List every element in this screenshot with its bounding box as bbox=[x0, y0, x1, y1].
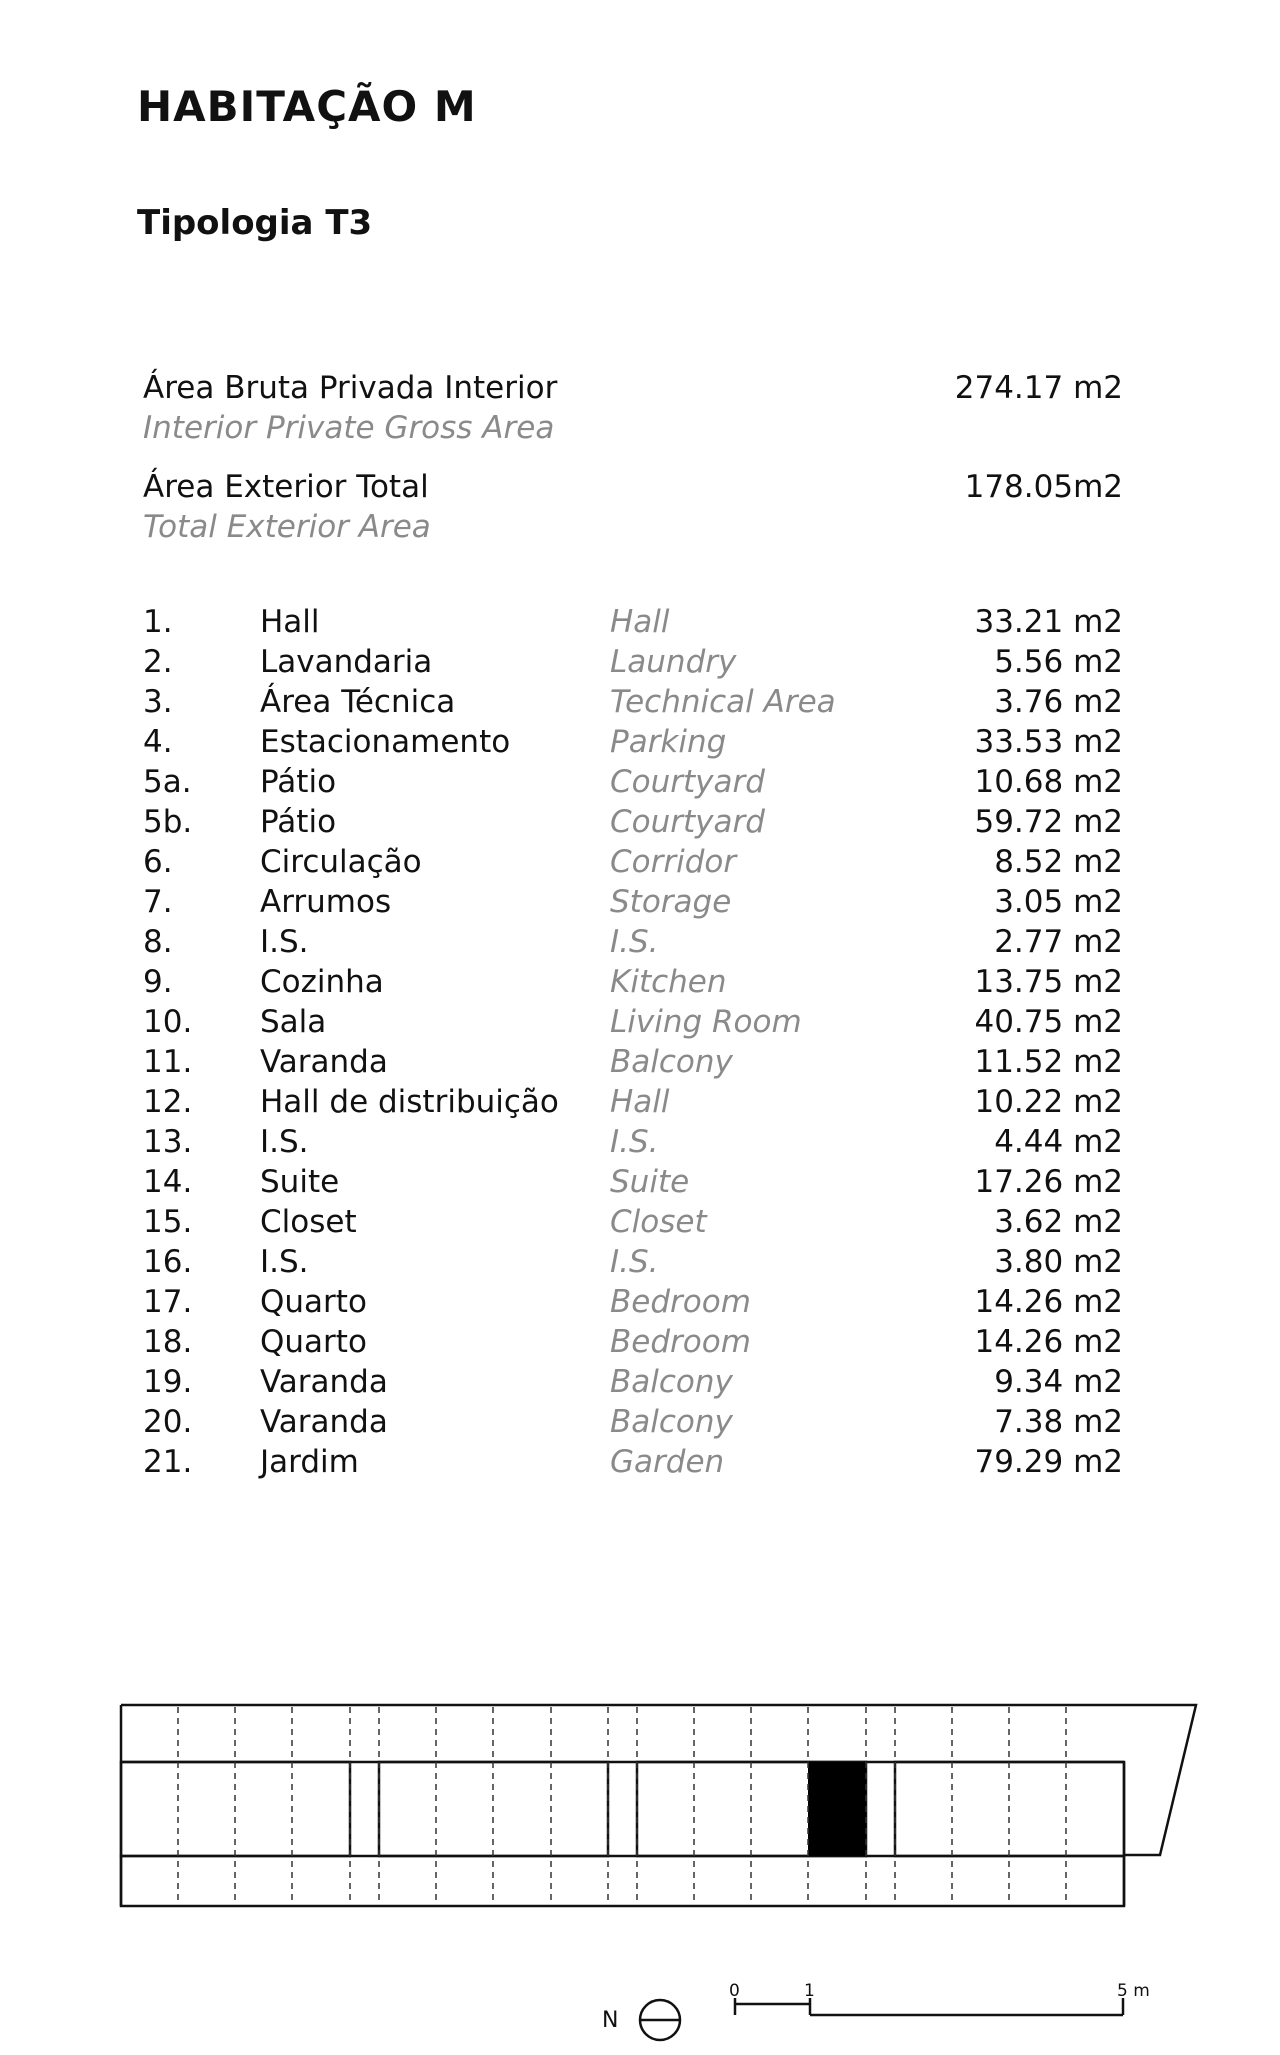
north-arrow bbox=[602, 2000, 680, 2040]
room-row bbox=[143, 642, 1123, 682]
room-number: 19. bbox=[143, 1364, 193, 1400]
room-number: 11. bbox=[143, 1044, 193, 1080]
room-name-en: Kitchen bbox=[610, 964, 727, 1000]
room-name-en: Suite bbox=[610, 1164, 690, 1200]
room-row bbox=[143, 1202, 1123, 1242]
room-name-en: Balcony bbox=[610, 1044, 733, 1080]
room-name-pt: I.S. bbox=[260, 1244, 309, 1280]
room-name-en: Courtyard bbox=[610, 804, 765, 840]
room-number: 5b. bbox=[143, 804, 193, 840]
room-name-pt: Suite bbox=[260, 1164, 340, 1200]
room-row bbox=[143, 1322, 1123, 1362]
room-row bbox=[143, 1082, 1123, 1122]
room-number: 9. bbox=[143, 964, 173, 1000]
summary-label-pt: Área Exterior Total bbox=[143, 469, 429, 505]
room-area: 3.80 m2 bbox=[994, 1244, 1123, 1280]
room-name-en: Living Room bbox=[610, 1004, 802, 1040]
room-number: 8. bbox=[143, 924, 173, 960]
summary-value: 178.05m2 bbox=[964, 469, 1123, 505]
room-name-pt: Cozinha bbox=[260, 964, 384, 1000]
scale-tick-label: 1 bbox=[804, 1981, 815, 2001]
room-number: 3. bbox=[143, 684, 173, 720]
room-name-en: Courtyard bbox=[610, 764, 765, 800]
room-area: 3.76 m2 bbox=[994, 684, 1123, 720]
room-name-pt: Área Técnica bbox=[260, 684, 456, 720]
plan-gridlines bbox=[178, 1707, 1066, 1904]
room-number: 16. bbox=[143, 1244, 193, 1280]
room-area: 4.44 m2 bbox=[994, 1124, 1123, 1160]
room-row bbox=[143, 1402, 1123, 1442]
room-name-en: Balcony bbox=[610, 1364, 733, 1400]
room-name-pt: Circulação bbox=[260, 844, 422, 880]
room-number: 15. bbox=[143, 1204, 193, 1240]
scale-tick-label: 0 bbox=[729, 1981, 740, 2001]
room-number: 18. bbox=[143, 1324, 193, 1360]
room-row bbox=[143, 922, 1123, 962]
room-name-en: Garden bbox=[610, 1444, 725, 1480]
room-name-pt: Quarto bbox=[260, 1284, 367, 1320]
room-area: 14.26 m2 bbox=[974, 1324, 1123, 1360]
room-row bbox=[143, 962, 1123, 1002]
room-area: 33.53 m2 bbox=[974, 724, 1123, 760]
room-area: 9.34 m2 bbox=[994, 1364, 1123, 1400]
room-name-pt: Estacionamento bbox=[260, 724, 511, 760]
room-area: 5.56 m2 bbox=[994, 644, 1123, 680]
room-row bbox=[143, 722, 1123, 762]
room-number: 12. bbox=[143, 1084, 193, 1120]
room-area: 8.52 m2 bbox=[994, 844, 1123, 880]
summary-gross-area bbox=[143, 368, 1123, 448]
room-name-en: Parking bbox=[610, 724, 727, 760]
room-number: 13. bbox=[143, 1124, 193, 1160]
room-number: 1. bbox=[143, 604, 173, 640]
summary-exterior-area bbox=[143, 467, 1123, 547]
room-area: 3.05 m2 bbox=[994, 884, 1123, 920]
room-number: 6. bbox=[143, 844, 173, 880]
room-area-table bbox=[143, 602, 1123, 1482]
plan-outline bbox=[121, 1705, 1196, 1906]
room-name-en: Balcony bbox=[610, 1404, 733, 1440]
scale-bar bbox=[729, 1981, 1150, 2015]
room-name-en: Hall bbox=[610, 1084, 670, 1120]
page-subtitle: Tipologia T3 bbox=[137, 203, 373, 243]
summary-label-en: Total Exterior Area bbox=[143, 509, 431, 545]
room-name-en: Bedroom bbox=[610, 1324, 751, 1360]
room-area: 14.26 m2 bbox=[974, 1284, 1123, 1320]
room-row bbox=[143, 802, 1123, 842]
room-area: 11.52 m2 bbox=[974, 1044, 1123, 1080]
room-name-pt: I.S. bbox=[260, 1124, 309, 1160]
room-row bbox=[143, 882, 1123, 922]
room-area: 2.77 m2 bbox=[994, 924, 1123, 960]
room-name-pt: Arrumos bbox=[260, 884, 392, 920]
room-name-pt: I.S. bbox=[260, 924, 309, 960]
room-number: 4. bbox=[143, 724, 173, 760]
room-area: 13.75 m2 bbox=[974, 964, 1123, 1000]
room-name-pt: Varanda bbox=[260, 1404, 388, 1440]
room-name-pt: Sala bbox=[260, 1004, 327, 1040]
room-number: 17. bbox=[143, 1284, 193, 1320]
room-row bbox=[143, 842, 1123, 882]
room-name-en: Technical Area bbox=[610, 684, 836, 720]
page-title: HABITAÇÃO M bbox=[137, 82, 477, 131]
room-name-en: Corridor bbox=[610, 844, 737, 880]
room-name-en: Storage bbox=[610, 884, 732, 920]
room-name-pt: Closet bbox=[260, 1204, 357, 1240]
room-row bbox=[143, 762, 1123, 802]
room-area: 17.26 m2 bbox=[974, 1164, 1123, 1200]
room-name-pt: Varanda bbox=[260, 1364, 388, 1400]
room-area: 40.75 m2 bbox=[974, 1004, 1123, 1040]
room-name-pt: Hall bbox=[260, 604, 320, 640]
room-name-pt: Lavandaria bbox=[260, 644, 433, 680]
room-name-pt: Jardim bbox=[260, 1444, 359, 1480]
room-number: 7. bbox=[143, 884, 173, 920]
room-number: 14. bbox=[143, 1164, 193, 1200]
room-name-pt: Hall de distribuição bbox=[260, 1084, 559, 1120]
room-name-pt: Quarto bbox=[260, 1324, 367, 1360]
room-name-pt: Varanda bbox=[260, 1044, 388, 1080]
room-area: 59.72 m2 bbox=[974, 804, 1123, 840]
room-row bbox=[143, 1042, 1123, 1082]
room-number: 2. bbox=[143, 644, 173, 680]
summary-value: 274.17 m2 bbox=[954, 370, 1123, 406]
room-row bbox=[143, 1282, 1123, 1322]
room-number: 10. bbox=[143, 1004, 193, 1040]
room-row bbox=[143, 1242, 1123, 1282]
room-area: 10.22 m2 bbox=[974, 1084, 1123, 1120]
scale-tick-label: 5 m bbox=[1117, 1981, 1150, 2001]
north-label: N bbox=[602, 2008, 619, 2033]
room-area: 33.21 m2 bbox=[974, 604, 1123, 640]
room-number: 20. bbox=[143, 1404, 193, 1440]
room-area: 7.38 m2 bbox=[994, 1404, 1123, 1440]
room-number: 21. bbox=[143, 1444, 193, 1480]
room-row bbox=[143, 602, 1123, 642]
room-row bbox=[143, 1442, 1123, 1482]
room-name-en: I.S. bbox=[610, 1124, 659, 1160]
room-name-en: Laundry bbox=[610, 644, 737, 680]
room-name-pt: Pátio bbox=[260, 804, 337, 840]
room-row bbox=[143, 1362, 1123, 1402]
room-row bbox=[143, 1162, 1123, 1202]
floor-plan-diagram bbox=[0, 1690, 1280, 2055]
room-name-pt: Pátio bbox=[260, 764, 337, 800]
room-row bbox=[143, 1122, 1123, 1162]
room-name-en: I.S. bbox=[610, 1244, 659, 1280]
room-name-en: Bedroom bbox=[610, 1284, 751, 1320]
summary-label-en: Interior Private Gross Area bbox=[143, 410, 555, 446]
room-name-en: Hall bbox=[610, 604, 670, 640]
highlighted-unit bbox=[808, 1762, 866, 1856]
room-name-en: I.S. bbox=[610, 924, 659, 960]
room-row bbox=[143, 1002, 1123, 1042]
room-area: 10.68 m2 bbox=[974, 764, 1123, 800]
room-number: 5a. bbox=[143, 764, 192, 800]
room-name-en: Closet bbox=[610, 1204, 707, 1240]
room-row bbox=[143, 682, 1123, 722]
summary-label-pt: Área Bruta Privada Interior bbox=[143, 370, 558, 406]
room-area: 79.29 m2 bbox=[974, 1444, 1123, 1480]
room-area: 3.62 m2 bbox=[994, 1204, 1123, 1240]
